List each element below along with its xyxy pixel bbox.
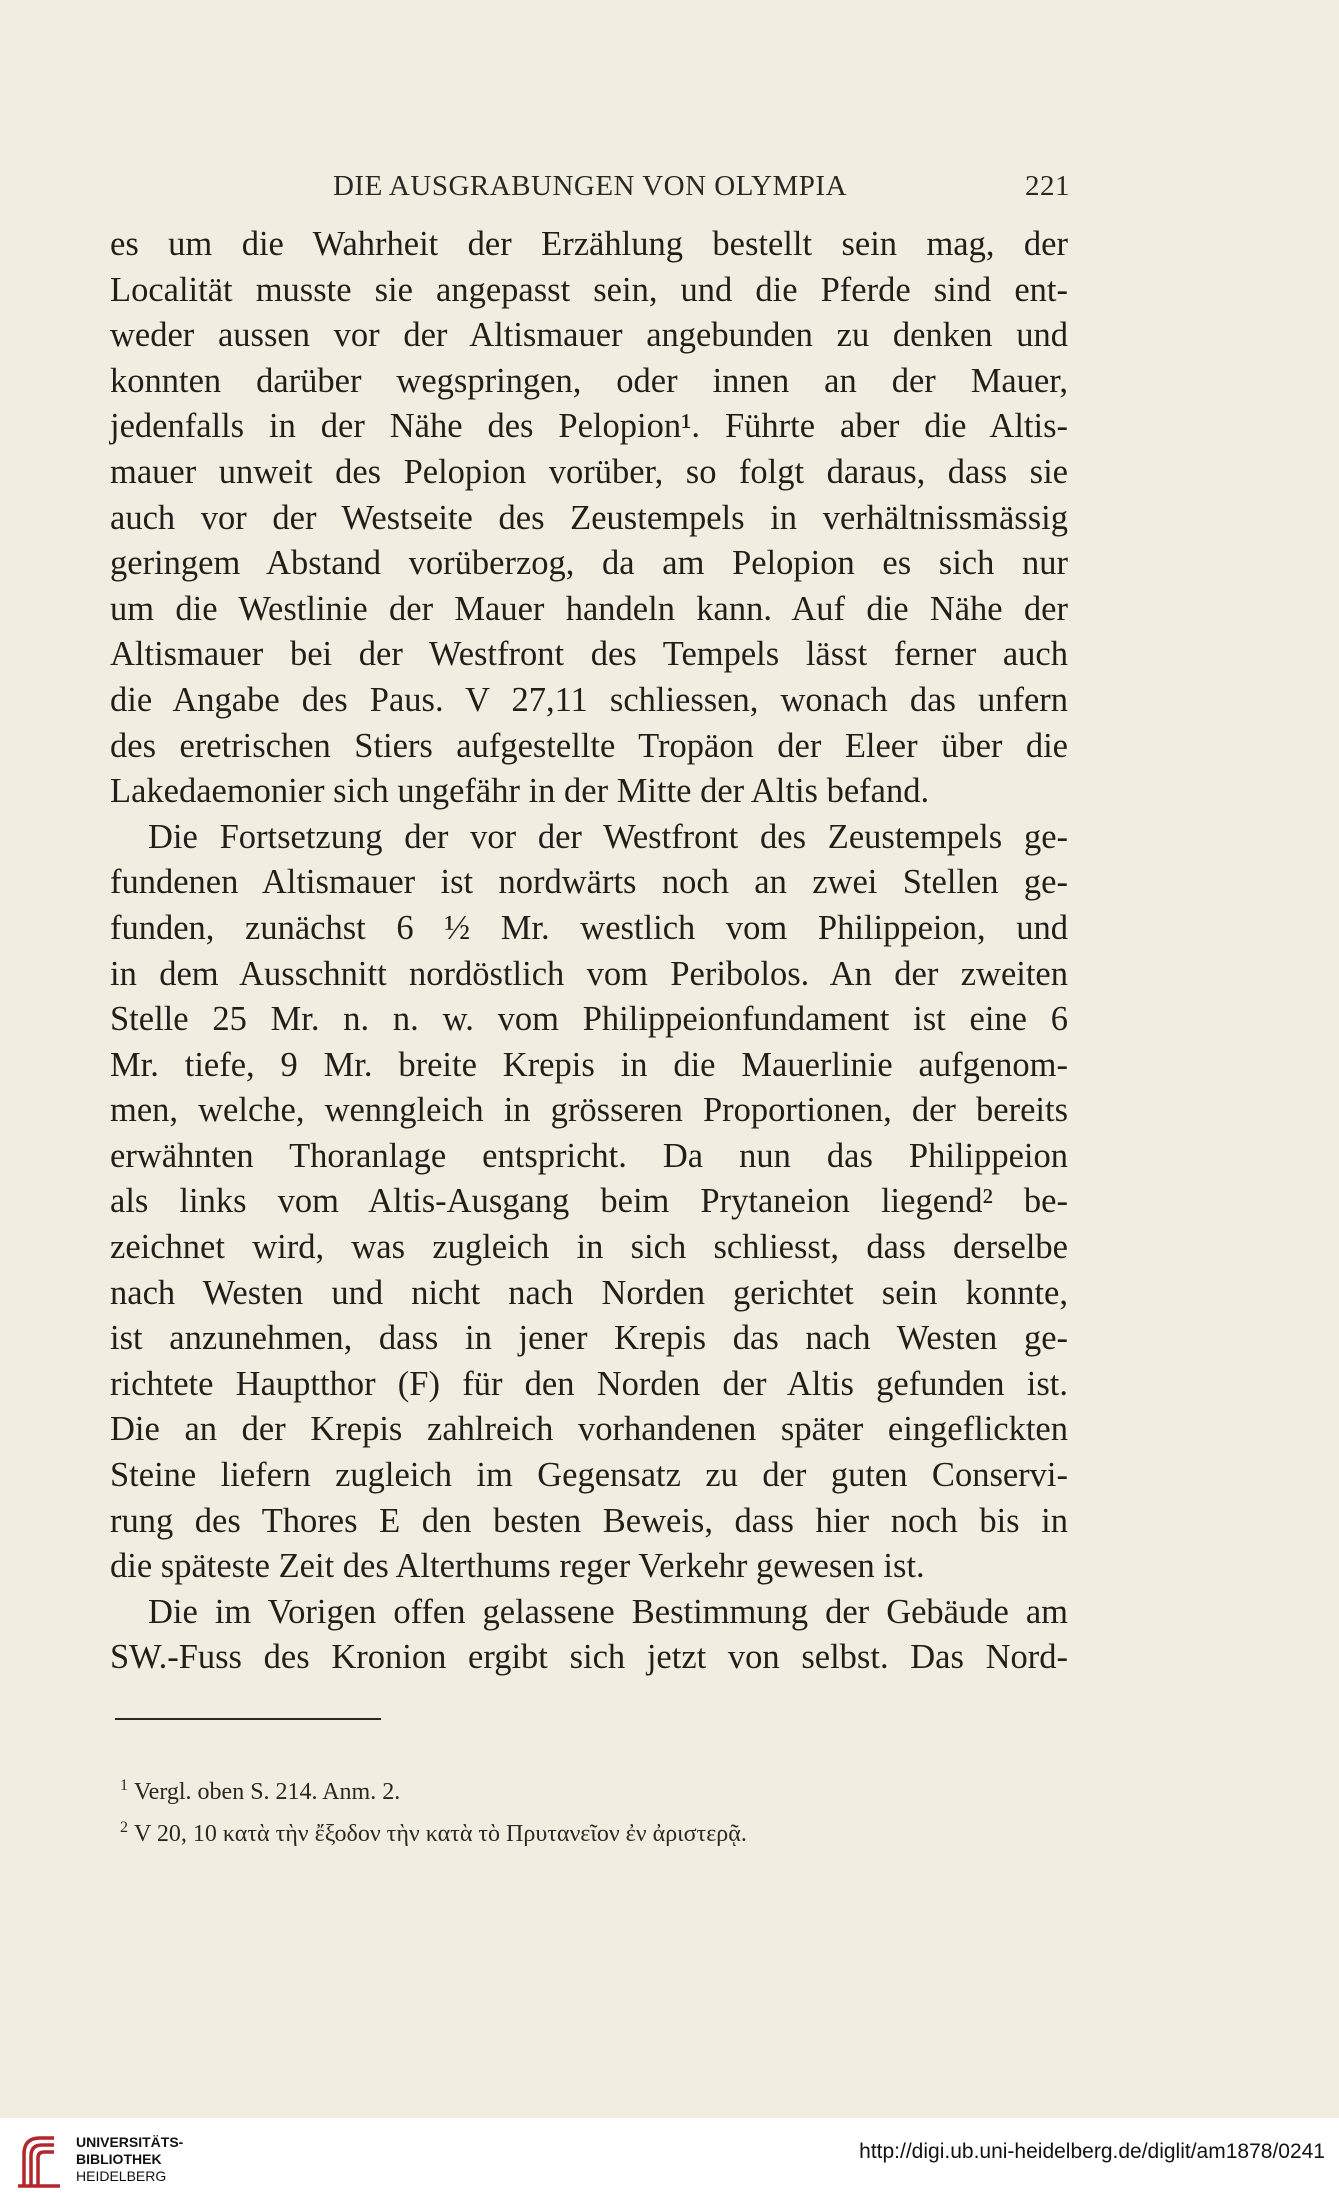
footnote-text: V 20, 10 κατὰ τὴν ἔξοδον τὴν κατὰ τὸ Πρυτανεῖον ἐν ἀριστερᾷ. [134, 1821, 747, 1847]
text-line: funden, zunächst 6 ½ Mr. westlich vom Philippeion, und [110, 908, 1068, 947]
footnote-divider [115, 1718, 381, 1720]
text-line: zeichnet wird, was zugleich in sich schliesst, dass derselbe [110, 1228, 1068, 1267]
text-line: es um die Wahrheit der Erzählung bestellt sein mag, der [110, 225, 1068, 263]
text-line: die Angabe des Paus. V 27,11 schliessen, wonach das unfern [110, 680, 1068, 719]
text-line: nach Westen und nicht nach Norden gerichtet sein konnte, [110, 1273, 1068, 1312]
text-line: als links vom Altis-Ausgang beim Prytaneion liegend² be- [110, 1182, 1068, 1221]
text-line: Altismauer bei der Westfront des Tempels lässt ferner auch [110, 635, 1068, 674]
text-line: Mr. tiefe, 9 Mr. breite Krepis in die Mauerlinie aufgenom- [110, 1045, 1068, 1084]
text-line: jedenfalls in der Nähe des Pelopion¹. Führte aber die Altis- [110, 407, 1068, 446]
library-name-line: UNIVERSITÄTS- [76, 2134, 184, 2150]
footnote [120, 1768, 1020, 1810]
text-line: des eretrischen Stiers aufgestellte Tropäon der Eleer über die [110, 726, 1068, 765]
text-line: erwähnten Thoranlage entspricht. Da nun das Philippeion [110, 1136, 1068, 1175]
paragraph-2 [110, 815, 1068, 1590]
text-line: ist anzunehmen, dass in jener Krepis das nach Westen ge- [110, 1319, 1068, 1358]
running-header [110, 162, 1070, 206]
body-text [110, 222, 1068, 1681]
text-line: Die im Vorigen offen gelassene Bestimmung der Gebäude am [148, 1592, 1068, 1631]
text-line: rung des Thores E den besten Beweis, dass hier noch bis in [110, 1501, 1068, 1540]
text-line: Lakedaemonier sich ungefähr in der Mitte der Altis befand. [110, 772, 930, 811]
footnote-mark: 1 [120, 1777, 128, 1794]
paragraph-1 [110, 222, 1068, 815]
page-number: 221 [1025, 170, 1070, 202]
text-line: weder aussen vor der Altismauer angebunden zu denken und [110, 316, 1068, 355]
text-line: mauer unweit des Pelopion vorüber, so folgt daraus, dass sie [110, 452, 1068, 491]
text-line: um die Westlinie der Mauer handeln kann. Auf die Nähe der [110, 589, 1068, 628]
library-name-line: BIBLIOTHEK [76, 2151, 162, 2167]
text-line: richtete Hauptthor (F) für den Norden der Altis gefunden ist. [110, 1364, 1068, 1403]
footnote-mark: 2 [120, 1819, 128, 1836]
library-name-line: HEIDELBERG [76, 2168, 167, 2184]
text-line: die späteste Zeit des Alterthums reger Verkehr gewesen ist. [110, 1547, 925, 1586]
text-line: Steine liefern zugleich im Gegensatz zu der guten Conservi- [110, 1456, 1068, 1495]
text-line: auch vor der Westseite des Zeustempels in verhältnissmässig [110, 498, 1068, 537]
library-logo-icon [14, 2128, 66, 2192]
text-line: Die an der Krepis zahlreich vorhandenen später eingeflickten [110, 1410, 1068, 1449]
running-title: DIE AUSGRABUNGEN VON OLYMPIA [332, 170, 848, 202]
text-line: konnten darüber wegspringen, oder innen an der Mauer, [110, 361, 1068, 400]
text-line: in dem Ausschnitt nordöstlich vom Peribolos. An der zweiten [110, 954, 1068, 993]
footnote-text: Vergl. oben S. 214. Anm. 2. [134, 1779, 401, 1805]
text-line: SW.-Fuss des Kronion ergibt sich jetzt von selbst. Das Nord- [110, 1638, 1068, 1677]
footnotes [120, 1768, 1020, 1852]
paragraph-3 [110, 1590, 1068, 1681]
library-name [76, 2134, 183, 2185]
text-line: fundenen Altismauer ist nordwärts noch an zwei Stellen ge- [110, 863, 1068, 902]
text-line: Die Fortsetzung der vor der Westfront des Zeustempels ge- [148, 817, 1068, 856]
text-line: Localität musste sie angepasst sein, und die Pferde sind ent- [110, 270, 1068, 309]
footnote [120, 1810, 1020, 1852]
text-line: men, welche, wenngleich in grösseren Proportionen, der bereits [110, 1091, 1068, 1130]
text-line: geringem Abstand vorüberzog, da am Pelopion es sich nur [110, 544, 1068, 583]
source-url-link[interactable]: http://digi.ub.uni-heidelberg.de/diglit/am1878/0241 [859, 2140, 1325, 2163]
text-line: Stelle 25 Mr. n. n. w. vom Philippeionfundament ist eine 6 [110, 1000, 1068, 1039]
